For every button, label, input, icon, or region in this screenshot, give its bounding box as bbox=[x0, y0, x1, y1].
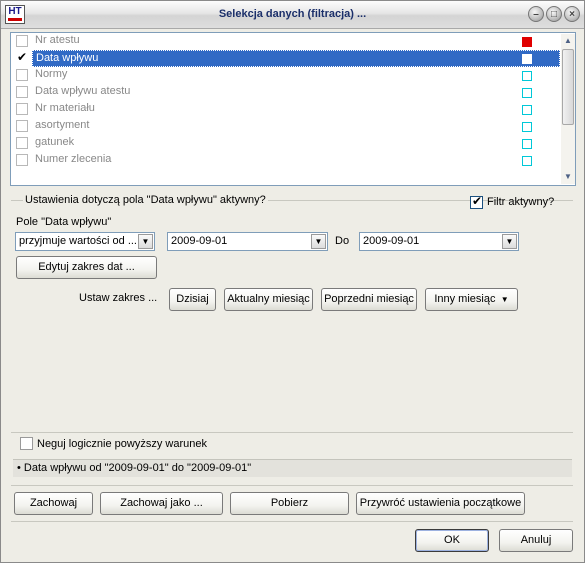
chevron-down-icon[interactable]: ▼ bbox=[502, 234, 517, 249]
row-color-marker bbox=[522, 156, 532, 166]
app-logo-text: HT bbox=[8, 6, 22, 17]
chevron-down-icon[interactable]: ▼ bbox=[138, 234, 153, 249]
list-item-label: asortyment bbox=[35, 119, 90, 131]
negate-label: Neguj logicznie powyższy warunek bbox=[37, 438, 207, 450]
row-checkbox[interactable] bbox=[16, 69, 28, 81]
list-item-label: Data wpływu atestu bbox=[35, 85, 131, 97]
group-title: Ustawienia dotyczą pola "Data wpływu" aktywny? bbox=[25, 194, 266, 206]
fields-listbox[interactable] bbox=[10, 32, 576, 186]
list-item-gatunek[interactable] bbox=[12, 135, 559, 152]
maximize-button[interactable] bbox=[546, 6, 562, 22]
list-item-label: Normy bbox=[35, 68, 68, 80]
scrollbar-thumb[interactable] bbox=[562, 49, 574, 125]
list-item-label: Nr materiału bbox=[35, 102, 95, 114]
dropdown-arrow-icon: ▼ bbox=[498, 295, 509, 304]
close-button[interactable] bbox=[564, 6, 580, 22]
row-color-marker bbox=[522, 54, 532, 64]
list-item-data-wplywu[interactable] bbox=[12, 50, 559, 67]
row-color-marker bbox=[522, 122, 532, 132]
list-item-nr-atestu[interactable] bbox=[12, 33, 559, 50]
row-checkbox[interactable] bbox=[16, 120, 28, 132]
filter-summary-bar bbox=[13, 459, 572, 477]
edit-date-range-button[interactable]: Edytuj zakres dat ... bbox=[16, 256, 157, 279]
other-month-label: Inny miesiąc bbox=[434, 293, 496, 305]
row-checkbox[interactable] bbox=[16, 137, 28, 149]
row-color-marker bbox=[522, 139, 532, 149]
checkmark-icon: ✔ bbox=[472, 194, 483, 208]
maximize-icon: □ bbox=[550, 9, 558, 20]
set-range-label: Ustaw zakres ... bbox=[79, 292, 158, 304]
mode-select-value: przyjmuje wartości od ... bbox=[19, 235, 137, 247]
current-month-button[interactable]: Aktualny miesiąc bbox=[224, 288, 313, 311]
scroll-up-icon[interactable]: ▲ bbox=[564, 36, 572, 45]
mode-select[interactable] bbox=[15, 232, 155, 251]
actions-divider bbox=[11, 485, 573, 486]
date-to-picker[interactable] bbox=[359, 232, 519, 251]
save-as-button[interactable]: Zachowaj jako ... bbox=[100, 492, 223, 515]
list-item-data-wplywu-atestu[interactable] bbox=[12, 84, 559, 101]
row-checkbox[interactable] bbox=[16, 35, 28, 47]
list-scrollbar[interactable] bbox=[561, 34, 575, 184]
negate-divider bbox=[11, 432, 573, 433]
scroll-down-icon[interactable]: ▼ bbox=[564, 172, 572, 181]
load-button[interactable]: Pobierz bbox=[230, 492, 349, 515]
minimize-icon: – bbox=[533, 9, 539, 20]
row-color-marker bbox=[522, 71, 532, 81]
row-color-marker bbox=[522, 88, 532, 98]
minimize-button[interactable] bbox=[528, 6, 544, 22]
row-checkbox[interactable] bbox=[16, 52, 28, 64]
row-checkbox[interactable] bbox=[16, 86, 28, 98]
title-bar[interactable] bbox=[1, 1, 584, 29]
previous-month-button[interactable]: Poprzedni miesiąc bbox=[321, 288, 417, 311]
date-from-picker[interactable] bbox=[167, 232, 328, 251]
checkmark-icon: ✔ bbox=[17, 50, 28, 64]
date-to-value: 2009-09-01 bbox=[363, 235, 420, 247]
filter-active-label: Filtr aktywny? bbox=[487, 196, 555, 208]
to-label: Do bbox=[335, 235, 350, 247]
row-checkbox[interactable] bbox=[16, 103, 28, 115]
save-button[interactable]: Zachowaj bbox=[14, 492, 93, 515]
footer-divider bbox=[11, 521, 573, 522]
list-item-label: gatunek bbox=[35, 136, 75, 148]
restore-defaults-button[interactable]: Przywróć ustawienia początkowe bbox=[356, 492, 525, 515]
filter-summary-text: • Data wpływu od "2009-09-01" do "2009-09-01" bbox=[17, 462, 252, 474]
list-item-label: Nr atestu bbox=[35, 34, 80, 46]
window-title: Selekcja danych (filtracja) ... bbox=[218, 8, 367, 20]
list-item-numer-zlecenia[interactable] bbox=[12, 152, 559, 169]
today-button[interactable]: Dzisiaj bbox=[169, 288, 216, 311]
filter-active-checkbox[interactable] bbox=[470, 196, 483, 209]
list-item-nr-materialu[interactable] bbox=[12, 101, 559, 118]
date-from-value: 2009-09-01 bbox=[171, 235, 228, 247]
cancel-button[interactable]: Anuluj bbox=[499, 529, 573, 552]
list-item-normy[interactable] bbox=[12, 67, 559, 84]
field-caption: Pole "Data wpływu" bbox=[16, 216, 112, 228]
ok-button[interactable]: OK bbox=[415, 529, 489, 552]
list-item-asortyment[interactable] bbox=[12, 118, 559, 135]
list-item-label: Data wpływu bbox=[32, 50, 560, 67]
row-color-marker bbox=[522, 105, 532, 115]
filter-summary-value: Data wpływu od "2009-09-01" do "2009-09-01" bbox=[23, 462, 252, 474]
other-month-button[interactable] bbox=[425, 288, 518, 311]
row-checkbox[interactable] bbox=[16, 154, 28, 166]
close-icon: × bbox=[569, 9, 575, 20]
negate-checkbox[interactable] bbox=[20, 437, 33, 450]
chevron-down-icon[interactable]: ▼ bbox=[311, 234, 326, 249]
list-item-label: Numer zlecenia bbox=[35, 153, 112, 165]
row-color-marker bbox=[522, 37, 532, 47]
